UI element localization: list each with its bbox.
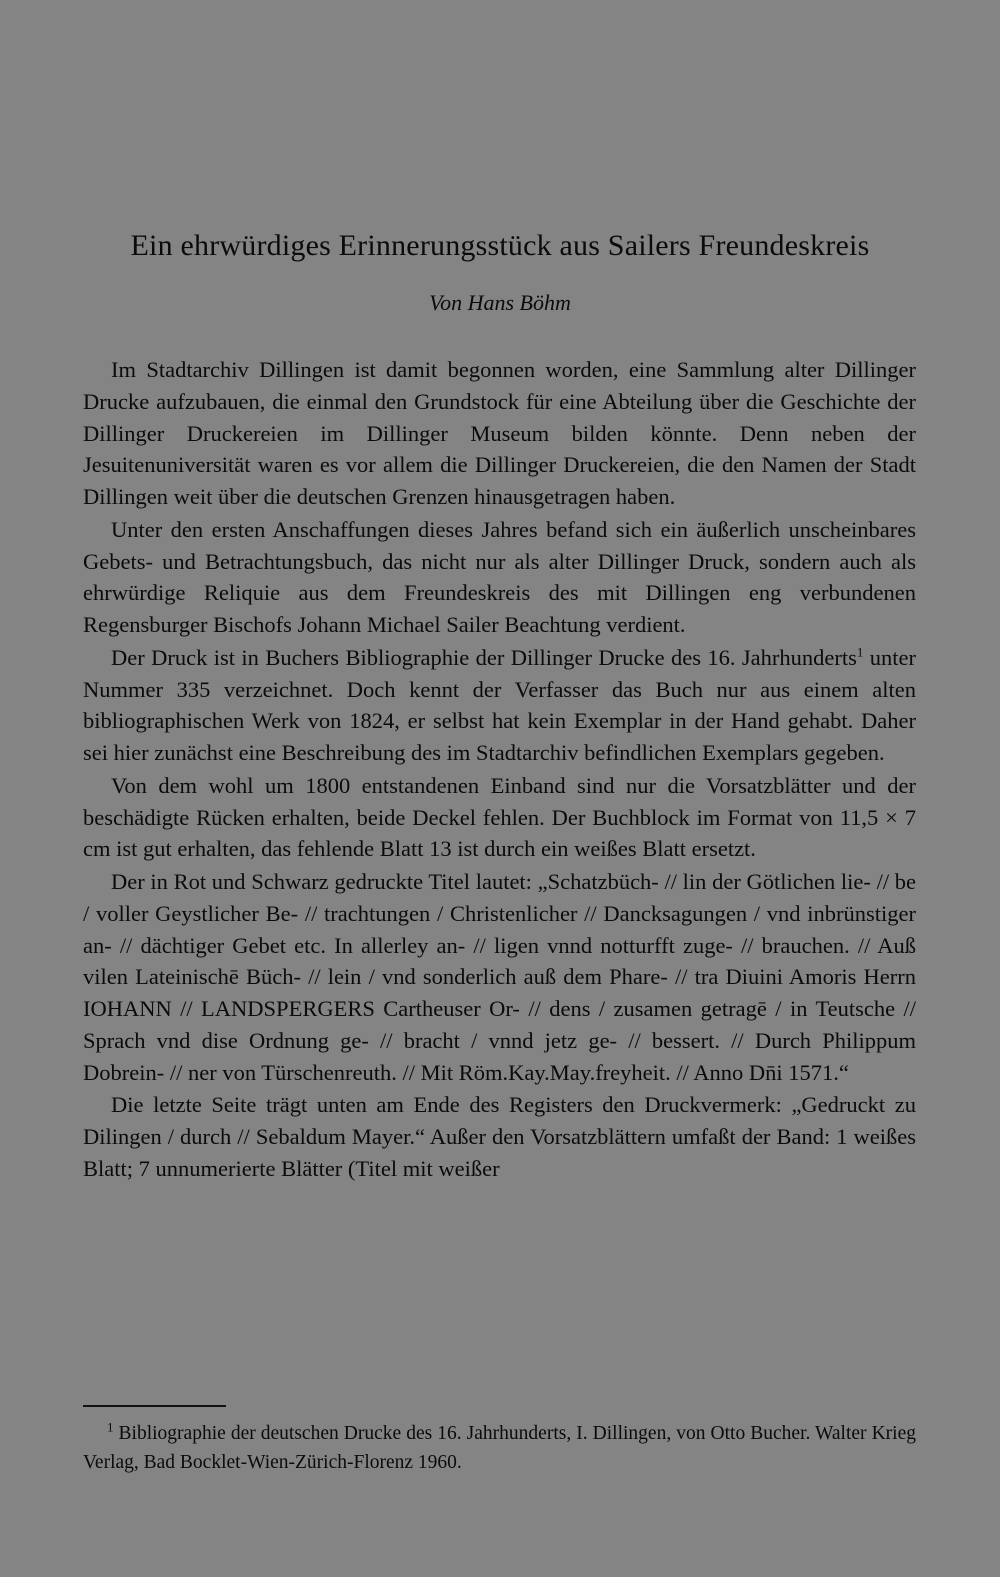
- paragraph-4: Von dem wohl um 1800 entstandenen Einband sind nur die Vorsatzblätter und der beschädigte Rücken erhalten, beide Deckel fehlen. Der Buchblock im Format von 11,5 × 7 cm ist gut erhalten, das fehlende Blatt 13 ist durch ein weißes Blatt ersetzt.: [83, 772, 916, 862]
- paragraph-6: Die letzte Seite trägt unten am Ende des Registers den Druckvermerk: „Gedruckt zu Dilingen / durch // Sebaldum Mayer.“ Außer den Vorsatzblättern umfaßt der Band: 1 weißes Blatt; 7 unnumerierte Blätter (Titel mit weißer: [83, 1092, 916, 1181]
- paragraph-3-text-after: unter Nummer 335 verzeichnet. Doch kennt der Verfasser das Buch nur aus einem alten bibliographischen Werk von 1824, er selbst hat kein Exemplar in der Hand gehabt. Daher sei hier zunächst eine Beschreibung des im Stadtarchiv befindlichen Exemplars gegeben.: [83, 644, 916, 766]
- paragraph-3: [83, 642, 916, 769]
- paragraph-5: Der in Rot und Schwarz gedruckte Titel lautet: „Schatzbüch- // lin der Götlichen lie- // be / voller Geystlicher Be- // trachtungen / Christenlicher // Dancksagungen / vnd inbrünstiger an- // dächtiger Gebet etc. In allerley an- // ligen vnnd notturfft zuge- // brauchen. // Auß vilen Lateinischē Büch- // lein / vnd sonderlich auß dem Phare- // tra Diuini Amoris Herrn IOHANN // LANDSPERGERS Cartheuser Or- // dens / zusamen getragē / in Teutsche // Sprach vnd dise Ordnung ge- // bracht / vnnd jetz ge- // bessert. // Durch Philippum Dobrein- // ner von Türschenreuth. // Mit Röm.Kay.May.freyheit. // Anno Dn̄i 1571.“: [83, 868, 916, 1085]
- footnote-marker: 1: [107, 1419, 114, 1435]
- article-title: Ein ehrwürdiges Erinnerungsstück aus Sailers Freundeskreis: [130, 229, 870, 262]
- footnote-text: Bibliographie der deutschen Drucke des 16. Jahrhunderts, I. Dillingen, von Otto Bucher. Walter Krieg Verlag, Bad Bocklet-Wien-Zürich-Florenz 1960.: [83, 1423, 916, 1473]
- article-body: [83, 354, 916, 1186]
- paragraph-2: Unter den ersten Anschaffungen dieses Jahres befand sich ein äußerlich unscheinbares Gebets- und Betrachtungsbuch, das nicht nur als alter Dillinger Druck, sondern auch als ehrwürdige Reliquie aus dem Freundeskreis des mit Dillingen eng verbundenen Regensburger Bischofs Johann Michael Sailer Beachtung verdient.: [83, 516, 916, 638]
- footnote-divider: [83, 1405, 226, 1407]
- footnote-reference-1: 1: [856, 644, 864, 660]
- article-author: Von Hans Böhm: [429, 290, 571, 315]
- footnote-1: [83, 1419, 916, 1477]
- paragraph-3-text-before: Der Druck ist in Buchers Bibliographie der Dillinger Drucke des 16. Jahrhunderts: [111, 644, 857, 670]
- paragraph-1: Im Stadtarchiv Dillingen ist damit begonnen worden, eine Sammlung alter Dillinger Drucke aufzubauen, die einmal den Grundstock für eine Abteilung über die Geschichte der Dillinger Druckereien im Dillinger Museum bilden könnte. Denn neben der Jesuitenuniversität waren es vor allem die Dillinger Druckereien, die den Namen der Stadt Dillingen weit über die deutschen Grenzen hinausgetragen haben.: [83, 357, 916, 510]
